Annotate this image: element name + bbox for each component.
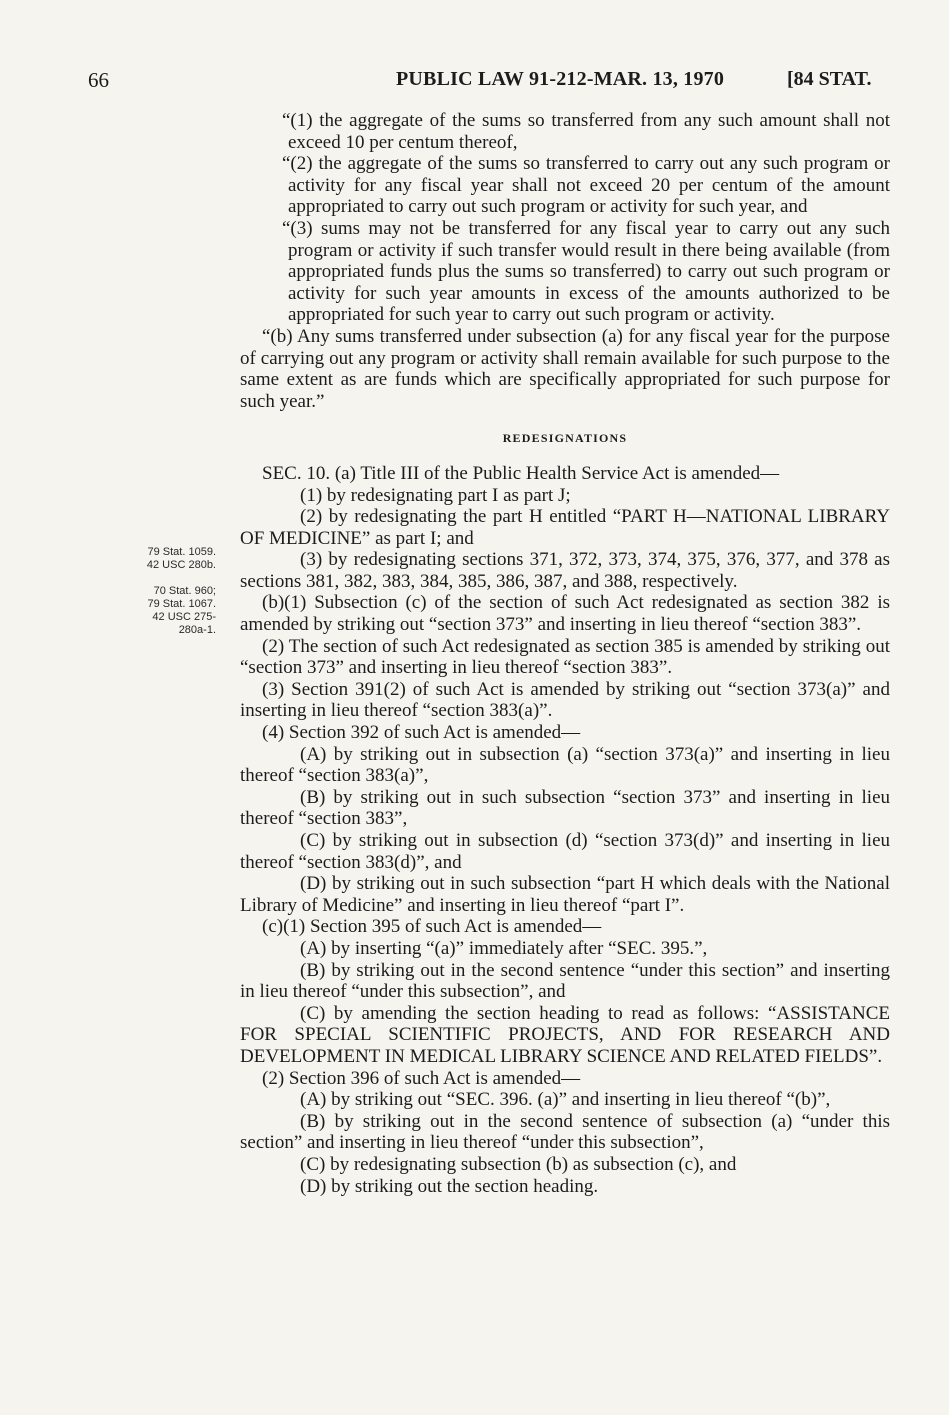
paragraph: (A) by inserting “(a)” immediately after “SEC. 395.”, [300, 937, 708, 959]
paragraph: (2) Section 396 of such Act is amended— [262, 1067, 581, 1089]
margin-citation: 70 Stat. 960; 79 Stat. 1067. 42 USC 275- 280a-1. [147, 585, 216, 636]
paragraph: (2) The section of such Act redesignated as section 385 is amended by striking out “section 373” and inserting in lieu thereof “section 383”. [240, 635, 890, 679]
paragraph: (2) by redesignating the part H entitled “PART H—NATIONAL LIBRARY OF MEDICINE” as part I; and [240, 506, 890, 549]
paragraph: (C) by redesignating subsection (b) as subsection (c), and [300, 1153, 737, 1175]
paragraph: (A) by striking out in subsection (a) “section 373(a)” and inserting in lieu thereof “section 383(a)”, [240, 743, 890, 787]
margin-citation: 79 Stat. 1059. 42 USC 280b. [146, 546, 216, 571]
paragraph: (b)(1) Subsection (c) of the section of such Act redesignated as section 382 is amended by striking out “section 373” and inserting in lieu thereof “section 383”. [240, 592, 890, 636]
paragraph: “(3) sums may not be transferred for any fiscal year to carry out any such program or activity if such transfer would result in there being available (from appropriated funds plus the sums so transferred) to carry out such program or activity for such year amounts in excess of the amounts authorized to be appropriated for such year to carry out such program or activity. [282, 217, 890, 326]
paragraph: (4) Section 392 of such Act is amended— [262, 722, 581, 744]
paragraph: “(b) Any sums transferred under subsection (a) for any fiscal year for the purpose of carrying out any program or activity shall remain available for such purpose to the same extent as are funds which are specifically appropriated for such purpose for such year.” [240, 325, 890, 412]
page-number: 66 [88, 68, 109, 92]
paragraph: (B) by striking out in such subsection “section 373” and inserting in lieu thereof “section 383”, [240, 786, 890, 830]
paragraph: (1) by redesignating part I as part J; [300, 484, 571, 506]
statute-volume: [84 STAT. [787, 68, 872, 90]
paragraph: (3) Section 391(2) of such Act is amended by striking out “section 373(a)” and inserting in lieu thereof “section 383(a)”. [240, 678, 890, 722]
paragraph: (3) by redesignating sections 371, 372, 373, 374, 375, 376, 377, and 378 as sections 381, 382, 383, 384, 385, 386, 387, and 388, respectively. [240, 549, 890, 592]
body-text [240, 110, 890, 1197]
paragraph: SEC. 10. (a) Title III of the Public Health Service Act is amended— [262, 462, 780, 484]
running-title: PUBLIC LAW 91-212-MAR. 13, 1970 [396, 68, 725, 90]
paragraph: (B) by striking out in the second sentence “under this section” and inserting in lieu thereof “under this subsection”, and [240, 959, 890, 1003]
paragraph: “(2) the aggregate of the sums so transferred to carry out any such program or activity for any fiscal year shall not exceed 20 per centum of the amount appropriated to carry out such program or activity for such year, and [282, 153, 890, 218]
paragraph: (B) by striking out in the second sentence of subsection (a) “under this section” and inserting in lieu thereof “under this subsection”, [240, 1110, 890, 1154]
paragraph: (D) by striking out in such subsection “part H which deals with the National Library of Medicine” and inserting in lieu thereof “part I”. [240, 873, 890, 916]
paragraph: (A) by striking out “SEC. 396. (a)” and inserting in lieu thereof “(b)”, [300, 1089, 831, 1111]
paragraph: (C) by striking out in subsection (d) “section 373(d)” and inserting in lieu thereof “section 383(d)”, and [240, 830, 890, 873]
paragraph: “(1) the aggregate of the sums so transferred from any such amount shall not exceed 10 per centum thereof, [282, 110, 890, 153]
paragraph: (C) by amending the section heading to read as follows: “ASSISTANCE FOR SPECIAL SCIENTIFIC PROJECTS, AND FOR RESEARCH AND DEVELOPMENT IN MEDICAL LIBRARY SCIENCE AND RELATED FIELDS”. [240, 1002, 890, 1067]
section-heading: REDESIGNATIONS [502, 431, 628, 446]
paragraph: (c)(1) Section 395 of such Act is amended— [262, 916, 602, 938]
paragraph: (D) by striking out the section heading. [300, 1175, 599, 1197]
